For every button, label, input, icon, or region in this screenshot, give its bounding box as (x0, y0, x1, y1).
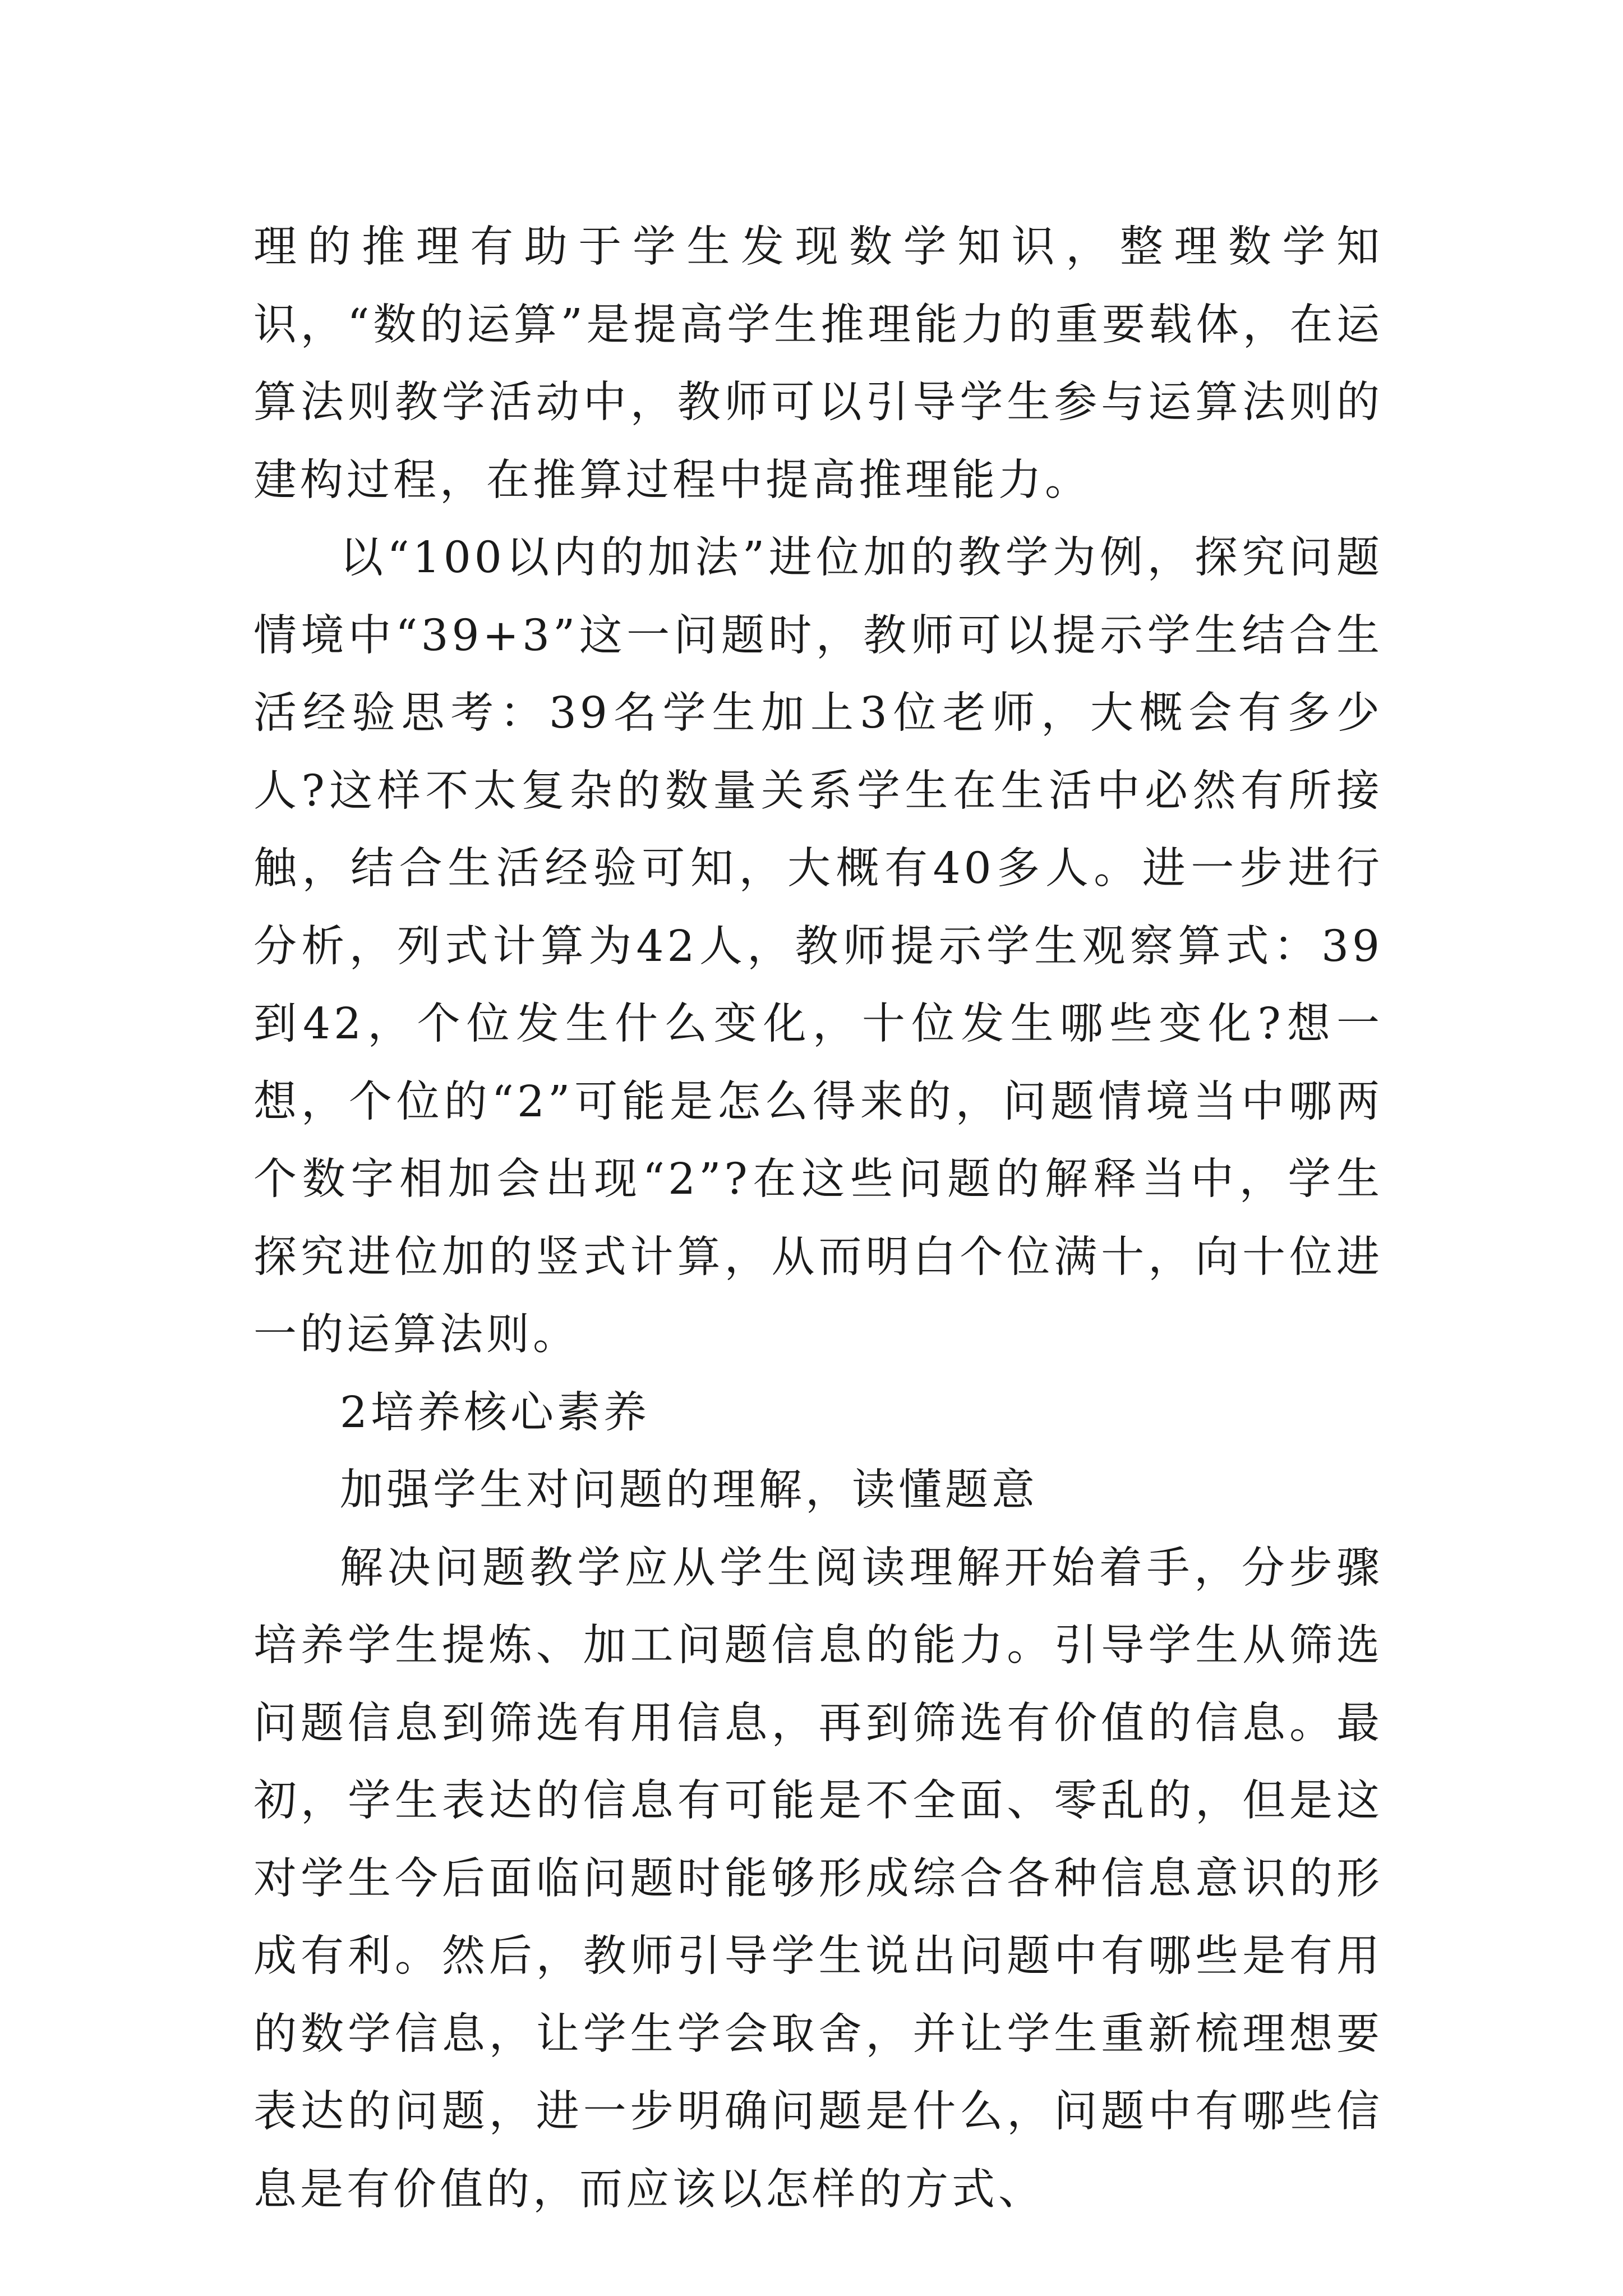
paragraph-body: 解决问题教学应从学生阅读理解开始着手，分步骤培养学生提炼、加工问题信息的能力。引导学生从筛选问题信息到筛选有用信息，再到筛选有价值的信息。最初，学生表达的信息有可能是不全面、零乱的，但是这对学生今后面临问题时能够形成综合各种信息意识的形成有利。然后，教师引导学生说出问题中有哪些是有用的数学信息，让学生学会取舍，并让学生重新梳理想要表达的问题，进一步明确问题是什么，问题中有哪些信息是有价值的，而应该以怎样的方式、 (253, 1543, 1383, 2215)
subsection-heading: 加强学生对问题的理解，读懂题意 (340, 1465, 1038, 1515)
paragraph-example: 以“100以内的加法”进位加的教学为例，探究问题情境中“39+3”这一问题时，教师可以提示学生结合生活经验思考：39名学生加上3位老师，大概会有多少人?这样不太复杂的数量关系学生在生活中必然有所接触，结合生活经验可知，大概有40多人。进一步进行分析，列式计算为42人，教师提示学生观察算式：39到42，个位发生什么变化，十位发生哪些变化?想一想，个位的“2”可能是怎么得来的，问题情境当中哪两个数字相加会出现“2”?在这些问题的解释当中，学生探究进位加的竖式计算，从而明白个位满十，向十位进一的运算法则。 (253, 533, 1383, 1360)
section-heading: 2培养核心素养 (340, 1387, 650, 1438)
document-body (253, 209, 1383, 2229)
paragraph-continued: 理的推理有助于学生发现数学知识，整理数学知识，“数的运算”是提高学生推理能力的重要载体，在运算法则教学活动中，教师可以引导学生参与运算法则的建构过程，在推算过程中提高推理能力。 (253, 222, 1383, 505)
